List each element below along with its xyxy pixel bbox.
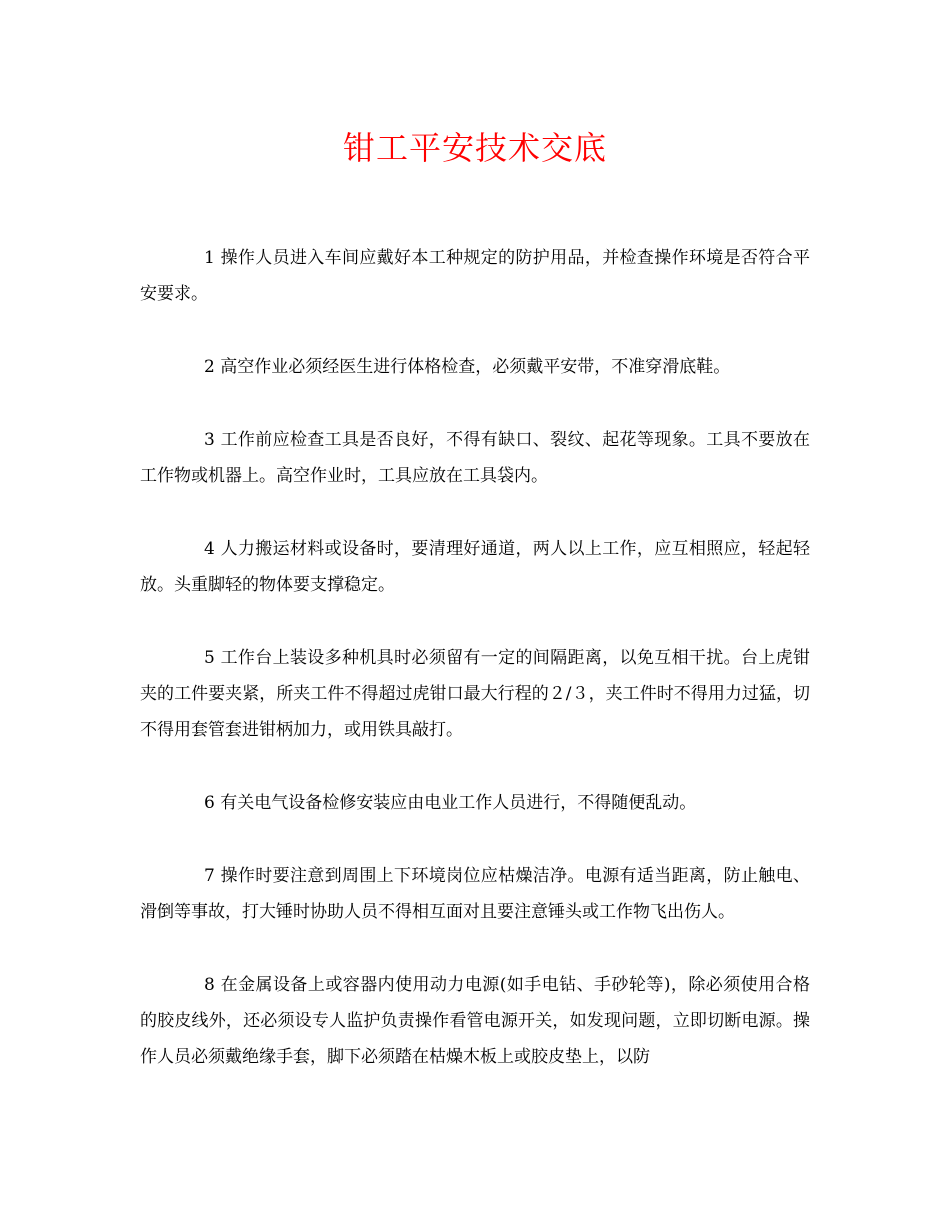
paragraph-5: 5 工作台上装设多种机具时必须留有一定的间隔距离，以免互相干扰。台上虎钳夹的工件要夹紧，所夹工件不得超过虎钳口最大行程的２/３，夹工件时不得用力过猛，切不得用套管套进钳柄加力，或用铁具敲打。 bbox=[140, 648, 810, 740]
paragraph-7: 7 操作时要注意到周围上下环境岗位应枯燥洁净。电源有适当距离，防止触电、滑倒等事故，打大锤时协助人员不得相互面对且要注意锤头或工作物飞出伤人。 bbox=[140, 866, 810, 922]
paragraph-6: 6 有关电气设备检修安装应由电业工作人员进行，不得随便乱动。 bbox=[204, 793, 697, 813]
paragraph-8: 8 在金属设备上或容器内使用动力电源(如手电钻、手砂轮等)，除必须使用合格的胶皮线外，还必须设专人监护负责操作看管电源开关，如发现问题，立即切断电源。操作人员必须戴绝缘手套，脚下必须踏在枯燥木板上或胶皮垫上，以防 bbox=[140, 975, 810, 1067]
paragraph-1: 1 操作人员进入车间应戴好本工种规定的防护用品，并检查操作环境是否符合平安要求。 bbox=[140, 248, 810, 304]
paragraph-2: 2 高空作业必须经医生进行体格检查，必须戴平安带，不准穿滑底鞋。 bbox=[204, 357, 731, 377]
document-title: 钳工平安技术交底 bbox=[342, 129, 607, 167]
paragraph-3: 3 工作前应检查工具是否良好，不得有缺口、裂纹、起花等现象。工具不要放在工作物或机器上。高空作业时，工具应放在工具袋内。 bbox=[140, 430, 810, 486]
document-body bbox=[140, 240, 810, 1112]
paragraph-4: 4 人力搬运材料或设备时，要清理好通道，两人以上工作，应互相照应，轻起轻放。头重脚轻的物体要支撑稳定。 bbox=[140, 539, 810, 595]
